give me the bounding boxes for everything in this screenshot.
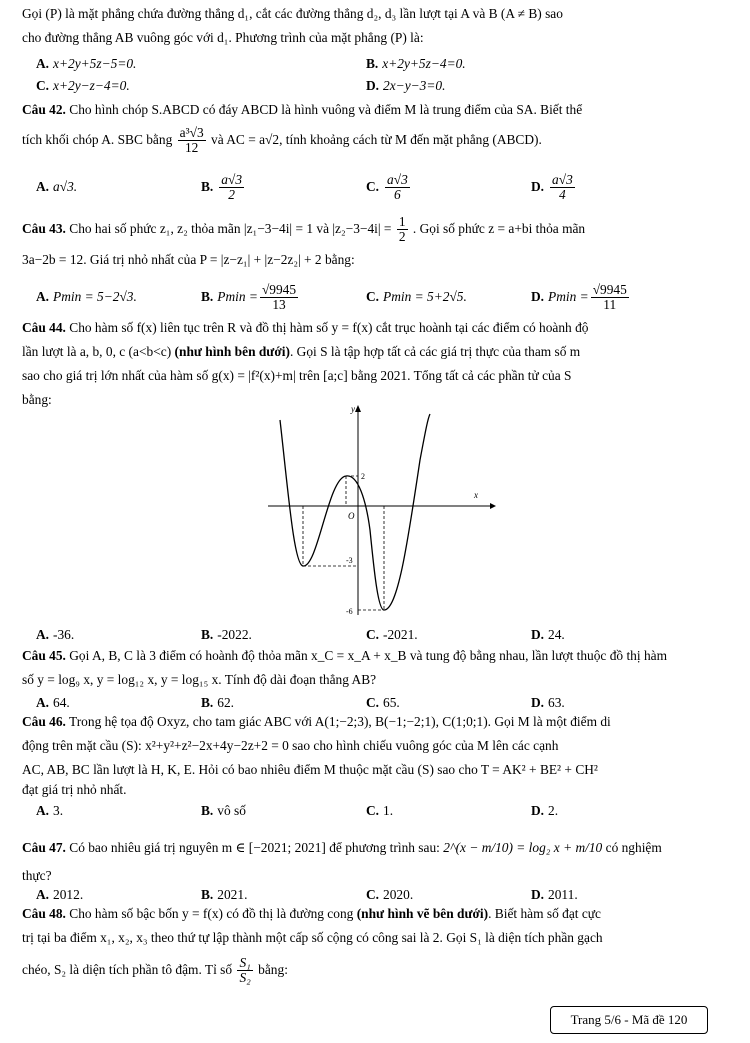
- q44-text: [22, 316, 728, 412]
- q46-text: [22, 710, 728, 798]
- function-curve: [280, 414, 430, 610]
- q46-line4: đạt giá trị nhỏ nhất.: [22, 782, 127, 797]
- q47-line1-a: Có bao nhiêu giá trị nguyên m ∈ [−2021; 2021] để phương trình sau:: [69, 840, 440, 855]
- q48-line1-a: Cho hàm số bậc bốn y = f(x) có đồ thị là đường cong: [69, 906, 354, 921]
- q48-line1-c: . Biết hàm số đạt cực: [488, 906, 601, 921]
- q47-label: Câu 47.: [22, 840, 66, 855]
- q44-label: Câu 44.: [22, 320, 66, 335]
- q48-line2: trị tại ba điểm x₁, x₂, x₃ theo thứ tự lập thành một cấp số cộng có công sai là 2. Gọi S₁ là diện tích phần gạch: [22, 930, 603, 945]
- q44-line2-b: (như hình bên dưới): [174, 344, 290, 359]
- q46-line2: động trên mặt cầu (S): x²+y²+z²−2x+4y−2z+2 = 0 sao cho hình chiếu vuông góc của M lên các cạnh: [22, 738, 559, 753]
- q44-options: [36, 624, 726, 646]
- q44-option-c[interactable]: C. -2021.: [366, 627, 418, 642]
- q46-line1: Trong hệ tọa độ Oxyz, cho tam giác ABC với A(1;−2;3), B(−1;−2;1), C(1;0;1). Gọi M là một điểm di: [69, 714, 611, 729]
- q45-label: Câu 45.: [22, 648, 66, 663]
- page-footer: Trang 5/6 - Mã đề 120: [550, 1006, 708, 1034]
- q43-line1-a: Cho hai số phức z₁, z₂ thỏa mãn |z₁−3−4i| = 1 và |z₂−3−4i| =: [69, 221, 392, 236]
- q41-text: [22, 2, 728, 50]
- q46-label: Câu 46.: [22, 714, 66, 729]
- q45-line1: Gọi A, B, C là 3 điểm có hoành độ thỏa mãn x_C = x_A + x_B và tung độ bằng nhau, lần lượt thuộc đồ thị hàm: [69, 648, 668, 663]
- tick-minus-6: -6: [346, 607, 353, 616]
- q42-option-d[interactable]: D. $\frac{a√3}{4}$: [531, 172, 573, 203]
- q48-line1-b: (như hình vẽ bên dưới): [356, 906, 489, 921]
- q42-option-c[interactable]: C. $\frac{a√3}{6}$: [366, 172, 408, 203]
- q41-option-d[interactable]: D. 2x−y−3=0.: [366, 78, 446, 93]
- q48-line3-wrap: chéo, S₂ là diện tích phần tô đậm. Tỉ số $\frac{\text{S₁}}{\text{S₂}}$ bằng:: [22, 955, 288, 986]
- q45-option-b[interactable]: B. 62.: [201, 695, 235, 710]
- q42-text: [22, 98, 728, 122]
- q48-text: [22, 902, 728, 950]
- y-axis-label: y: [351, 404, 355, 414]
- q41-line2: cho đường thẳng AB vuông góc với d₁. Phương trình của mặt phẳng (P) là:: [22, 30, 424, 45]
- q41-line1: Gọi (P) là mặt phẳng chứa đường thẳng d₁, cắt các đường thẳng d₂, d₃ lần lượt tại A và B (A ≠ B) sao: [22, 6, 563, 21]
- q47-equation: 2^(x − m/10) = log₂ x + m/10: [443, 840, 603, 855]
- q45-option-d[interactable]: D. 63.: [531, 695, 565, 710]
- q45-text: [22, 644, 728, 692]
- q48-line3-b: bằng:: [258, 962, 288, 977]
- q47-line1-wrap: [22, 830, 728, 866]
- q41-options-row1: [36, 53, 726, 75]
- q41-options-row2: [36, 75, 726, 97]
- q41-option-b[interactable]: B. x+2y+5z−4=0.: [366, 56, 466, 71]
- q45-option-a[interactable]: A. 64.: [36, 695, 70, 710]
- x-axis-label: x: [474, 490, 478, 500]
- q43-label: Câu 43.: [22, 221, 66, 236]
- q41-option-a[interactable]: A. x+2y+5z−5=0.: [36, 56, 137, 71]
- q47-line1-b: có nghiệm: [605, 840, 662, 855]
- q44-function-graph: [258, 400, 498, 620]
- q45-line2: số y = log₉ x, y = log₁₂ x, y = log₁₅ x. Tính độ dài đoạn thẳng AB?: [22, 672, 377, 687]
- q43-option-d[interactable]: D. Pmin = $\frac{√9945}{11}$: [531, 282, 627, 313]
- q42-option-b[interactable]: B. $\frac{a√3}{2}$: [201, 172, 243, 203]
- q43-line1-b: . Gọi số phức z = a+bi thỏa mãn: [412, 221, 586, 236]
- q46-option-b[interactable]: B. vô số: [201, 803, 246, 818]
- q43-options: [36, 280, 726, 314]
- q44-option-d[interactable]: D. 24.: [531, 627, 565, 642]
- q44-option-b[interactable]: B. -2022.: [201, 627, 252, 642]
- tick-2: 2: [361, 472, 365, 481]
- q43-line2: 3a−2b = 12. Giá trị nhỏ nhất của P = |z−z₁| + |z−2z₂| + 2 bằng:: [22, 252, 355, 267]
- q44-line4: bằng:: [22, 392, 52, 407]
- q42-line1: Cho hình chóp S.ABCD có đáy ABCD là hình vuông và điểm M là trung điểm của SA. Biết thể: [69, 102, 583, 117]
- q46-option-d[interactable]: D. 2.: [531, 803, 559, 818]
- q48-line3-a: chéo, S₂ là diện tích phần tô đậm. Tỉ số: [22, 962, 233, 977]
- q45-option-c[interactable]: C. 65.: [366, 695, 400, 710]
- q43-option-a[interactable]: A. Pmin = 5−2√3.: [36, 289, 137, 304]
- q42-options: [36, 170, 726, 204]
- q44-option-a[interactable]: A. -36.: [36, 627, 75, 642]
- q46-option-a[interactable]: A. 3.: [36, 803, 64, 818]
- q42-line2-a: tích khối chóp A. SBC bằng: [22, 132, 173, 147]
- q42-line2-wrap: [22, 122, 728, 158]
- q46-line3: AC, AB, BC lần lượt là H, K, E. Hỏi có bao nhiêu điểm M thuộc mặt cầu (S) sao cho T = AK² + BE² + CH²: [22, 762, 598, 777]
- q44-line3: sao cho giá trị lớn nhất của hàm số g(x) = |f²(x)+m| trên [a;c] bằng 2021. Tổng tất cả các phần tử của S: [22, 368, 572, 383]
- q44-line2-a: lần lượt là a, b, 0, c (a<b<c): [22, 344, 172, 359]
- q47-option-a[interactable]: A. 2012.: [36, 887, 84, 902]
- q43-option-b[interactable]: B. Pmin = $\frac{√9945}{13}$: [201, 282, 297, 313]
- x-axis-arrow: [490, 503, 496, 509]
- tick-minus-3: -3: [346, 556, 353, 565]
- q42-volume-fraction: $\frac{\text{a³√3}}{12}$: [179, 125, 204, 156]
- q41-option-c[interactable]: C. x+2y−z−4=0.: [36, 78, 130, 93]
- q46-option-c[interactable]: C. 1.: [366, 803, 394, 818]
- q47-line2: thực?: [22, 868, 52, 883]
- q47-option-d[interactable]: D. 2011.: [531, 887, 578, 902]
- q42-line2-b: và AC = a√2, tính khoảng cách từ M đến mặt phẳng (ABCD).: [211, 132, 542, 147]
- q46-options: [36, 800, 726, 822]
- q47-option-c[interactable]: C. 2020.: [366, 887, 414, 902]
- origin-label: O: [348, 511, 355, 521]
- y-axis-arrow: [355, 405, 361, 412]
- q48-label: Câu 48.: [22, 906, 66, 921]
- q43-line1-wrap: Câu 43. Cho hai số phức z₁, z₂ thỏa mãn |z₁−3−4i| = 1 và |z₂−3−4i| = $\frac{1}{2}$ . Gọi số phức z = a+bi thỏa mãn: [22, 214, 586, 245]
- q42-label: Câu 42.: [22, 102, 66, 117]
- q44-line2-c: . Gọi S là tập hợp tất cả các giá trị thực của tham số m: [289, 344, 581, 359]
- q43-option-c[interactable]: C. Pmin = 5+2√5.: [366, 289, 467, 304]
- q44-line1: Cho hàm số f(x) liên tục trên R và đồ thị hàm số y = f(x) cắt trục hoành tại các điểm có hoành độ: [69, 320, 589, 335]
- q47-option-b[interactable]: B. 2021.: [201, 887, 248, 902]
- q42-option-a[interactable]: A. a√3.: [36, 179, 78, 194]
